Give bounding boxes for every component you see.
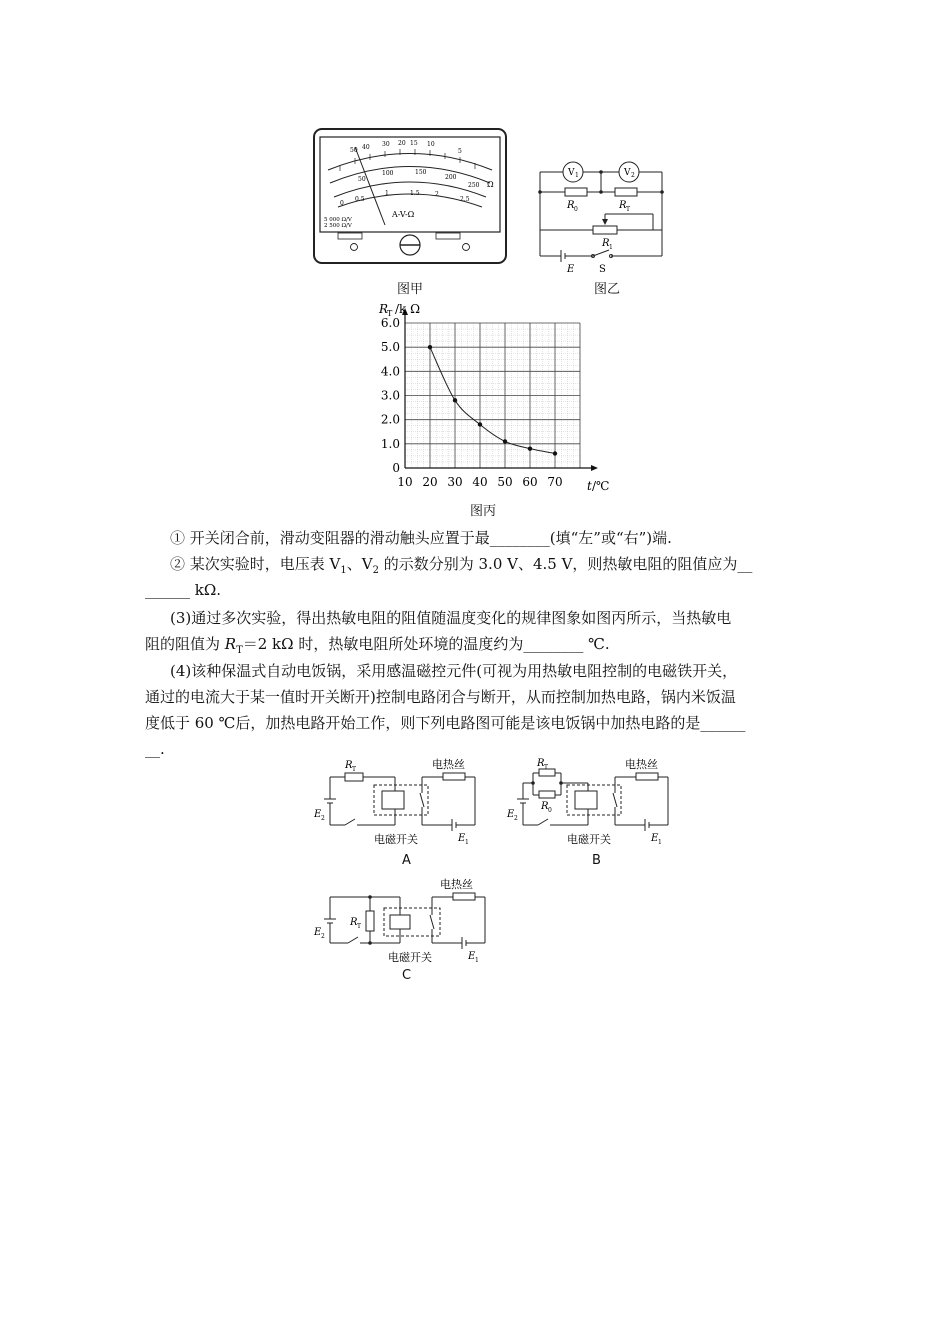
rt-temperature-chart bbox=[365, 298, 615, 498]
question-1: ① 开关闭合前，滑动变阻器的滑动触头应置于最________(填“左”或“右”)端. bbox=[170, 529, 672, 547]
y-axis-sub: T bbox=[387, 309, 393, 318]
y-axis-unit: /k Ω bbox=[395, 302, 421, 316]
meter-low-label: 0 bbox=[340, 200, 344, 207]
y-tick-label: 6.0 bbox=[380, 316, 400, 330]
data-point bbox=[503, 439, 507, 443]
v1-label: V bbox=[568, 168, 575, 178]
meter-mid-label: 250 bbox=[468, 182, 480, 189]
a-rt-sub: T bbox=[352, 766, 357, 773]
meter-mid-label: 100 bbox=[382, 170, 394, 177]
c-e1-label: E bbox=[468, 951, 476, 962]
q2-sub-1: 1 bbox=[340, 565, 347, 576]
meter-mid-label: 150 bbox=[415, 169, 427, 176]
meter-low-label: 1 bbox=[385, 190, 389, 197]
y-tick-label: 3.0 bbox=[380, 388, 400, 403]
rt-sub: T bbox=[626, 206, 631, 213]
v1-sub: 1 bbox=[575, 172, 579, 179]
e-label: E bbox=[567, 264, 575, 275]
circuit-b-caption: B bbox=[592, 853, 601, 868]
meter-unit-label: A-V-Ω bbox=[392, 210, 415, 219]
figure-jia-caption: 图甲 bbox=[397, 282, 424, 297]
q2-text-e: 的示数分别为 3.0 V、4.5 V，则热敏电阻的阻值应为__ bbox=[378, 555, 753, 573]
q3-text-e: ＝2 kΩ 时，热敏电阻所处环境的温度约为________ ℃. bbox=[242, 635, 610, 653]
a-switch-label: 电磁开关 bbox=[374, 833, 418, 846]
c-rt-sub: T bbox=[357, 923, 362, 930]
c-heater-label: 电热丝 bbox=[440, 878, 473, 891]
meter-top-label: 10 bbox=[427, 141, 435, 148]
a-rt-label: R bbox=[345, 760, 353, 771]
a-e1-sub: 1 bbox=[465, 839, 469, 846]
v2-label: V bbox=[624, 168, 631, 178]
c-e1-sub: 1 bbox=[475, 957, 479, 964]
meter-spec-line1: 5 000 Ω/V bbox=[324, 217, 352, 223]
r1-label: R bbox=[602, 238, 610, 249]
meter-top-label: 30 bbox=[382, 141, 390, 148]
figure-bing-caption: 图丙 bbox=[470, 504, 497, 519]
c-switch-label: 电磁开关 bbox=[388, 951, 432, 964]
b-heater-label: 电热丝 bbox=[625, 758, 658, 771]
a-e2-label: E bbox=[314, 809, 322, 820]
data-point bbox=[428, 345, 432, 349]
c-e2-label: E bbox=[314, 927, 322, 938]
circuit-c-caption: C bbox=[402, 968, 412, 983]
b-rt-sub: T bbox=[544, 764, 549, 771]
q2-text-c: 、V bbox=[346, 555, 373, 573]
meter-ohm-symbol: Ω bbox=[487, 180, 494, 189]
x-axis-label: t bbox=[587, 479, 592, 493]
c-e2-sub: 2 bbox=[321, 933, 325, 940]
circuit-b bbox=[503, 755, 678, 850]
question-4-line4: __. bbox=[145, 740, 165, 758]
meter-mid-label: 50 bbox=[358, 176, 366, 183]
b-e2-label: E bbox=[507, 809, 515, 820]
x-tick-label: 40 bbox=[472, 475, 488, 489]
r0-label: R bbox=[567, 200, 575, 211]
a-e1-label: E bbox=[458, 833, 466, 844]
meter-top-label: 5 bbox=[458, 148, 462, 155]
b-switch-label: 电磁开关 bbox=[567, 833, 611, 846]
meter-low-label: 2.5 bbox=[460, 196, 470, 203]
y-tick-label: 0 bbox=[392, 461, 400, 475]
x-tick-label: 10 bbox=[397, 475, 413, 489]
rt-label: R bbox=[619, 200, 627, 211]
meter-top-label: 40 bbox=[362, 144, 370, 151]
x-tick-label: 60 bbox=[522, 475, 538, 489]
a-heater-label: 电热丝 bbox=[432, 758, 465, 771]
meter-mid-label: 200 bbox=[445, 174, 457, 181]
y-tick-label: 5.0 bbox=[380, 340, 400, 355]
circuit-a bbox=[310, 755, 485, 850]
meter-top-label: 20 bbox=[398, 140, 406, 147]
q3-text-b: 阻的阻值为 bbox=[145, 635, 225, 653]
circuit-yi-figure bbox=[535, 152, 670, 277]
x-tick-label: 30 bbox=[447, 475, 463, 489]
v2-sub: 2 bbox=[631, 172, 635, 179]
x-axis-arrow bbox=[591, 465, 598, 471]
question-4-line3: 度低于 60 ℃后，加热电路开始工作，则下列电路图可能是该电饭锅中加热电路的是______ bbox=[145, 714, 746, 732]
meter-low-label: 1.5 bbox=[410, 190, 420, 197]
b-r0-sub: 0 bbox=[548, 807, 552, 814]
question-4-line1: (4)该种保温式自动电饭锅，采用感温磁控元件(可视为用热敏电阻控制的电磁铁开关， bbox=[170, 662, 738, 680]
circuit-a-caption: A bbox=[402, 853, 411, 868]
multimeter-figure bbox=[310, 125, 510, 270]
figure-yi-caption: 图乙 bbox=[594, 282, 621, 297]
data-point bbox=[528, 446, 532, 450]
x-axis-unit: /℃ bbox=[592, 479, 610, 493]
y-tick-label: 4.0 bbox=[380, 364, 400, 379]
b-e2-sub: 2 bbox=[514, 815, 518, 822]
question-4-line2: 通过的电流大于某一值时开关断开)控制电路闭合与断开，从而控制加热电路，锅内米饭温 bbox=[145, 688, 736, 706]
a-e2-sub: 2 bbox=[321, 815, 325, 822]
meter-top-label: 50 bbox=[350, 147, 358, 154]
data-point bbox=[553, 451, 557, 455]
data-point bbox=[453, 398, 457, 402]
r1-sub: 1 bbox=[609, 244, 613, 251]
question-2-line2: ______ kΩ. bbox=[145, 581, 222, 599]
r0-sub: 0 bbox=[574, 206, 578, 213]
circuit-c bbox=[310, 875, 495, 970]
s-label: S bbox=[599, 264, 606, 275]
b-r0-label: R bbox=[541, 801, 549, 812]
q2-sub-2: 2 bbox=[372, 565, 379, 576]
y-axis-label: R bbox=[379, 302, 389, 316]
meter-low-label: 2 bbox=[435, 191, 439, 198]
x-tick-label: 70 bbox=[547, 475, 563, 489]
b-e1-sub: 1 bbox=[658, 839, 662, 846]
x-tick-label: 20 bbox=[422, 475, 438, 489]
q3-r: R bbox=[224, 635, 237, 653]
meter-spec-line2: 2 500 Ω/V bbox=[324, 223, 352, 229]
y-tick-label: 1.0 bbox=[380, 436, 400, 451]
data-point bbox=[478, 422, 482, 426]
meter-top-label: 15 bbox=[410, 140, 418, 147]
x-tick-label: 50 bbox=[497, 475, 513, 489]
question-3-line1: (3)通过多次实验，得出热敏电阻的阻值随温度变化的规律图象如图丙所示，当热敏电 bbox=[170, 609, 732, 627]
b-e1-label: E bbox=[651, 833, 659, 844]
c-rt-label: R bbox=[350, 917, 358, 928]
q2-text-a: ② 某次实验时，电压表 V bbox=[170, 555, 341, 573]
b-rt-label: R bbox=[537, 758, 545, 769]
y-tick-label: 2.0 bbox=[380, 412, 400, 427]
q3-sub-t: T bbox=[236, 645, 243, 656]
meter-low-label: 0.5 bbox=[355, 196, 365, 203]
